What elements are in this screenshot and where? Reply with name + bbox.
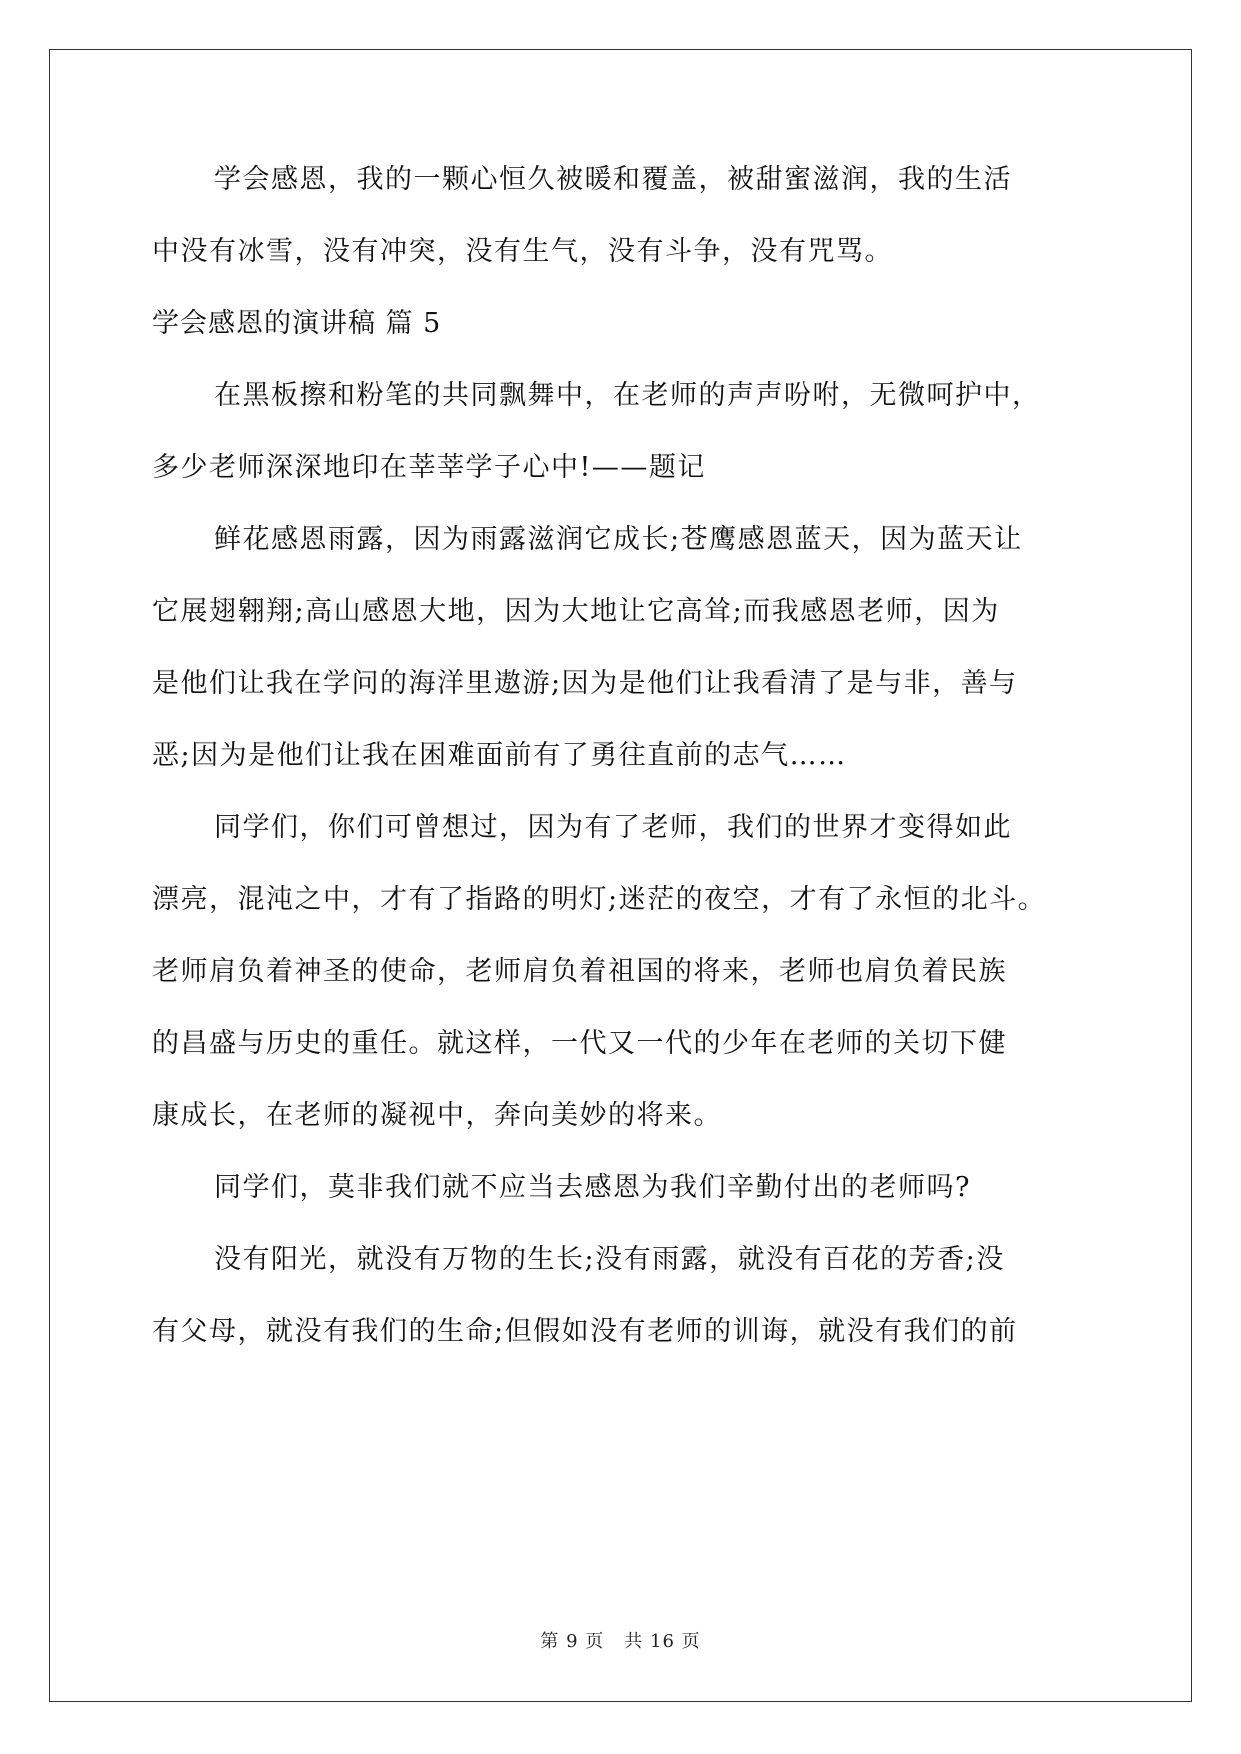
paragraph-line: 同学们，你们可曾想过，因为有了老师，我们的世界才变得如此 bbox=[214, 812, 1012, 843]
paragraph-line: 鲜花感恩雨露，因为雨露滋润它成长;苍鹰感恩蓝天，因为蓝天让 bbox=[214, 524, 1023, 555]
paragraph-line: 学会感恩，我的一颗心恒久被暖和覆盖，被甜蜜滋润，我的生活 bbox=[214, 164, 1012, 195]
page-number: 第 9 页 bbox=[540, 1631, 605, 1652]
paragraph-line: 有父母，就没有我们的生命;但假如没有老师的训诲，就没有我们的前 bbox=[152, 1316, 1018, 1347]
paragraph-line: 老师肩负着神圣的使命，老师肩负着祖国的将来，老师也肩负着民族 bbox=[152, 956, 1007, 987]
paragraph-line: 康成长，在老师的凝视中，奔向美妙的将来。 bbox=[152, 1100, 722, 1131]
paragraph-line: 恶;因为是他们让我在困难面前有了勇往直前的志气…… bbox=[152, 740, 847, 771]
paragraph-line: 漂亮，混沌之中，才有了指路的明灯;迷茫的夜空，才有了永恒的北斗。 bbox=[152, 884, 1047, 915]
page-footer bbox=[0, 1627, 1241, 1653]
paragraph-line: 同学们，莫非我们就不应当去感恩为我们辛勤付出的老师吗? bbox=[214, 1172, 971, 1203]
paragraph-line: 在黑板擦和粉笔的共同飘舞中，在老师的声声吩咐，无微呵护中， bbox=[214, 380, 1041, 411]
section-heading: 学会感恩的演讲稿 篇 5 bbox=[152, 308, 442, 339]
paragraph-line: 没有阳光，就没有万物的生长;没有雨露，就没有百花的芳香;没 bbox=[214, 1244, 1005, 1275]
paragraph-line: 的昌盛与历史的重任。就这样，一代又一代的少年在老师的关切下健 bbox=[152, 1028, 1007, 1059]
paragraph-line: 中没有冰雪，没有冲突，没有生气，没有斗争，没有咒骂。 bbox=[152, 236, 893, 267]
page-border bbox=[49, 49, 1192, 1702]
paragraph-line: 多少老师深深地印在莘莘学子心中!——题记 bbox=[152, 452, 706, 483]
paragraph-line: 它展翅翱翔;高山感恩大地，因为大地让它高耸;而我感恩老师，因为 bbox=[152, 596, 1000, 627]
page-total: 共 16 页 bbox=[624, 1631, 701, 1652]
paragraph-line: 是他们让我在学问的海洋里遨游;因为是他们让我看清了是与非，善与 bbox=[152, 668, 1018, 699]
